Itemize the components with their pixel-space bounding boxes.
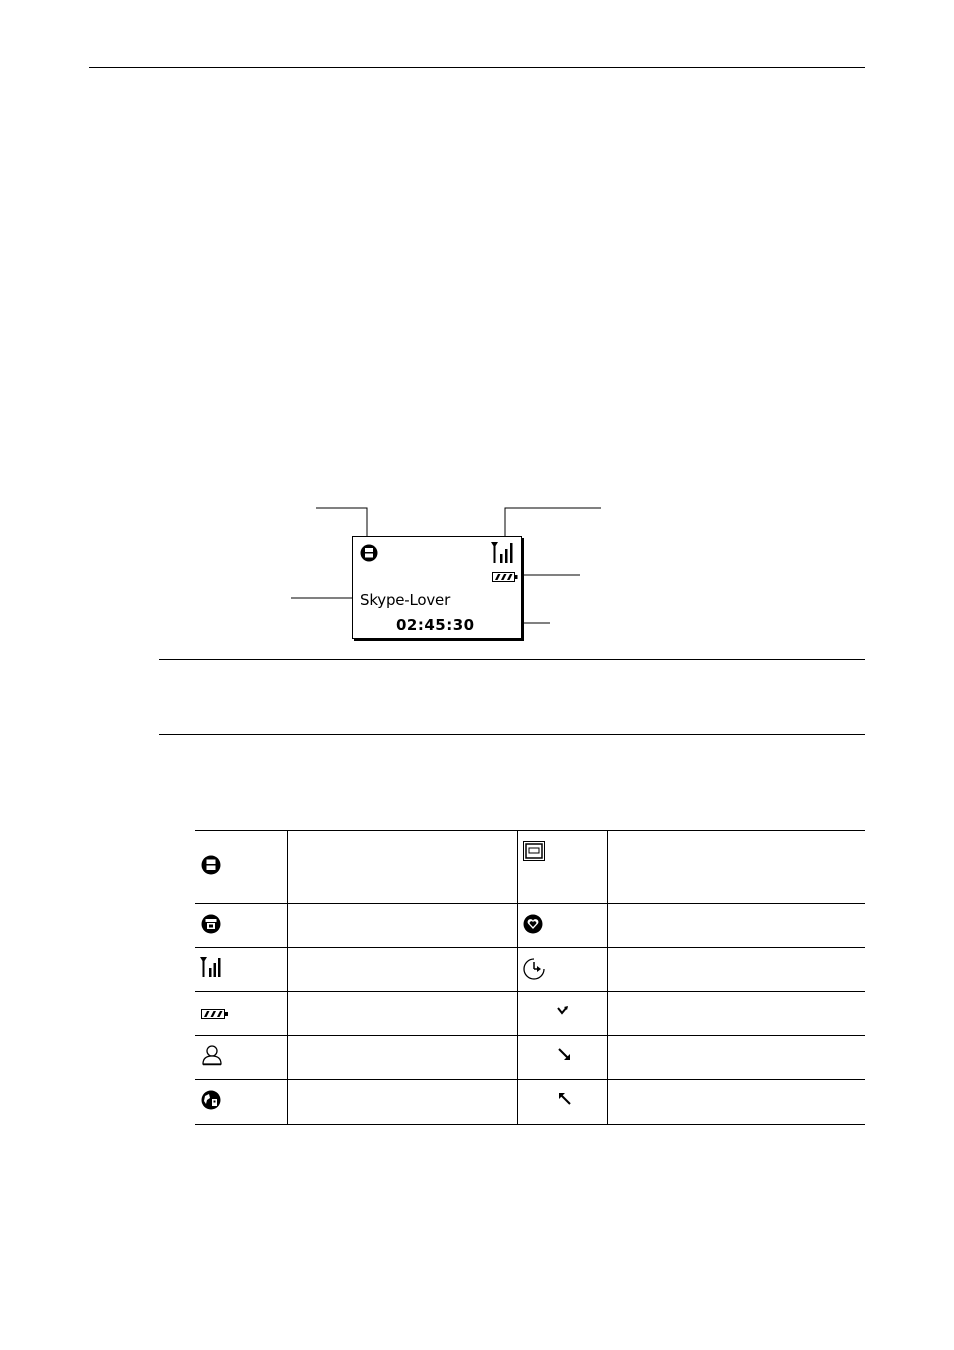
call-timer: 02:45:30 — [396, 616, 475, 634]
note-bottom-rule — [159, 734, 865, 735]
lcd-display — [352, 536, 522, 639]
outgoing-call-icon — [558, 1092, 571, 1105]
missed-call-icon — [557, 1006, 569, 1016]
table-row — [195, 1079, 865, 1125]
incoming-call-icon — [558, 1048, 571, 1061]
table-row — [195, 947, 865, 992]
message-icon — [523, 841, 545, 861]
battery-icon — [201, 1009, 229, 1019]
globe-phone-icon — [201, 1090, 221, 1110]
table-row — [195, 1035, 865, 1080]
note-top-rule — [159, 659, 865, 660]
skype-phone-icon — [201, 914, 221, 934]
skype-online-icon — [201, 855, 221, 875]
table-row — [195, 830, 865, 904]
table-row — [195, 903, 865, 948]
contact-person-icon — [201, 1044, 223, 1066]
contact-name: Skype-Lover — [360, 591, 451, 609]
battery-icon — [492, 572, 518, 582]
signal-strength-icon — [200, 957, 222, 978]
clock-arrow-icon — [522, 957, 546, 981]
icon-legend-table — [195, 830, 865, 1125]
skype-status-icon — [360, 544, 378, 562]
signal-strength-icon — [491, 542, 515, 564]
table-row — [195, 991, 865, 1036]
heart-icon — [523, 914, 543, 934]
